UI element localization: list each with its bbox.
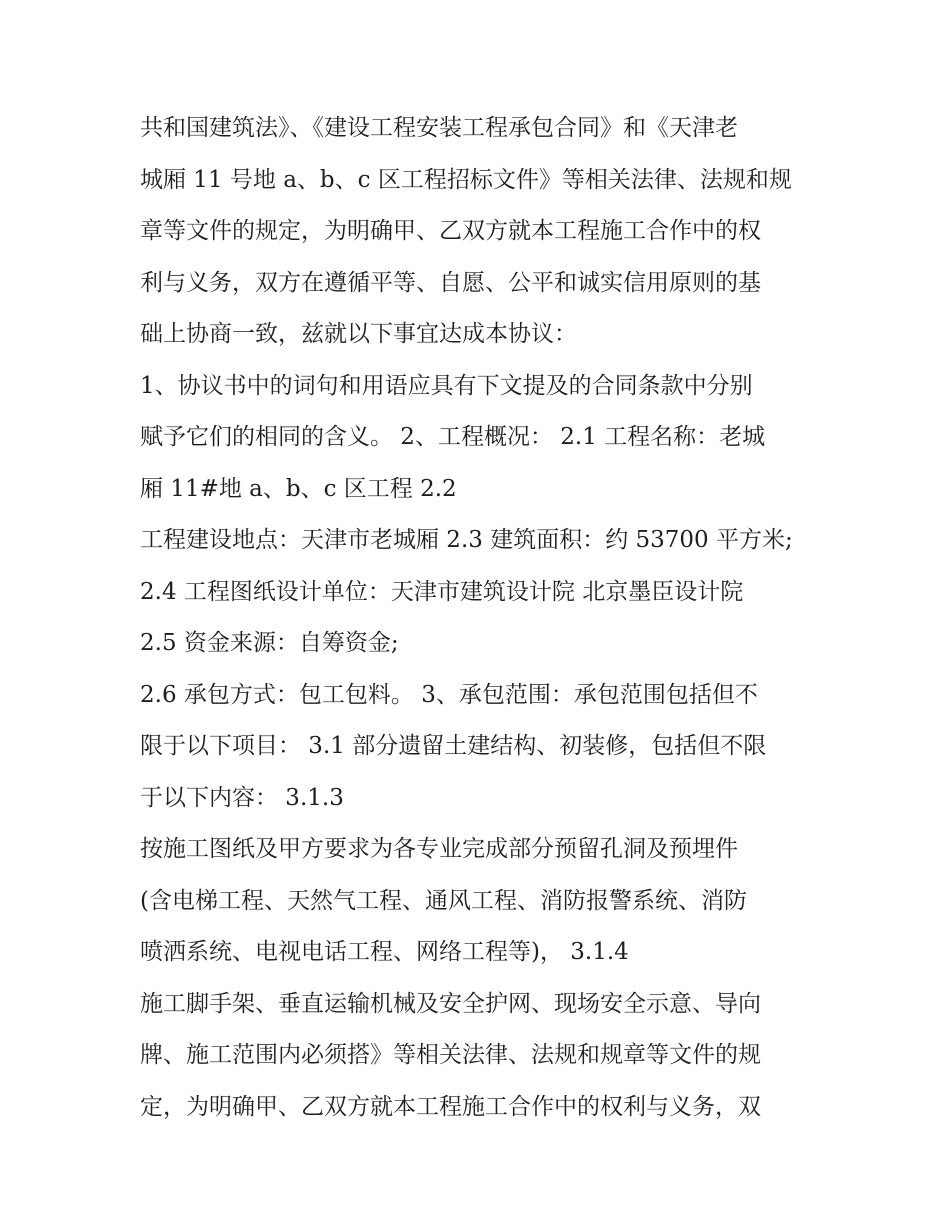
text-line: 赋予它们的相同的含义。 2、工程概况： 2.1 工程名称：老城 [140, 424, 766, 450]
text-line: 限于以下项目： 3.1 部分遗留土建结构、初装修，包括但不限 [140, 733, 767, 759]
text-line: 施工脚手架、垂直运输机械及安全护网、现场安全示意、导向 [140, 990, 761, 1017]
text-line: 2.4 工程图纸设计单位：天津市建筑设计院 北京墨臣设计院 [140, 578, 744, 605]
text-line: 城厢 11 号地 a、b、c 区工程招标文件》等相关法律、法规和规 [140, 166, 792, 193]
text-line: 喷洒系统、电视电话工程、网络工程等)， 3.1.4 [140, 939, 629, 965]
text-line: 工程建设地点：天津市老城厢 2.3 建筑面积：约 53700 平方米; [140, 527, 793, 553]
text-line: (含电梯工程、天然气工程、通风工程、消防报警系统、消防 [140, 887, 747, 914]
text-line: 共和国建筑法》、《建设工程安装工程承包合同》和《天津老 [140, 115, 738, 141]
text-line: 厢 11#地 a、b、c 区工程 2.2 [140, 475, 457, 502]
text-line: 按施工图纸及甲方要求为各专业完成部分预留孔洞及预埋件 [140, 836, 738, 862]
text-line: 础上协商一致，兹就以下事宜达成本协议： [140, 321, 577, 347]
text-line: 定，为明确甲、乙双方就本工程施工合作中的权利与义务，双 [140, 1093, 761, 1120]
text-line: 2.6 承包方式：包工包料。 3、承包范围：承包范围包括但不 [140, 681, 758, 708]
text-line: 于以下内容： 3.1.3 [140, 784, 344, 811]
document-body [140, 103, 830, 1133]
text-line: 2.5 资金来源：自筹资金; [140, 630, 399, 656]
text-line: 牌、施工范围内必须搭》等相关法律、法规和规章等文件的规 [140, 1042, 761, 1068]
text-line: 1、协议书中的词句和用语应具有下文提及的合同条款中分别 [140, 372, 753, 399]
text-line: 章等文件的规定，为明确甲、乙双方就本工程施工合作中的权 [140, 218, 761, 244]
text-line: 利与义务，双方在遵循平等、自愿、公平和诚实信用原则的基 [140, 269, 761, 296]
